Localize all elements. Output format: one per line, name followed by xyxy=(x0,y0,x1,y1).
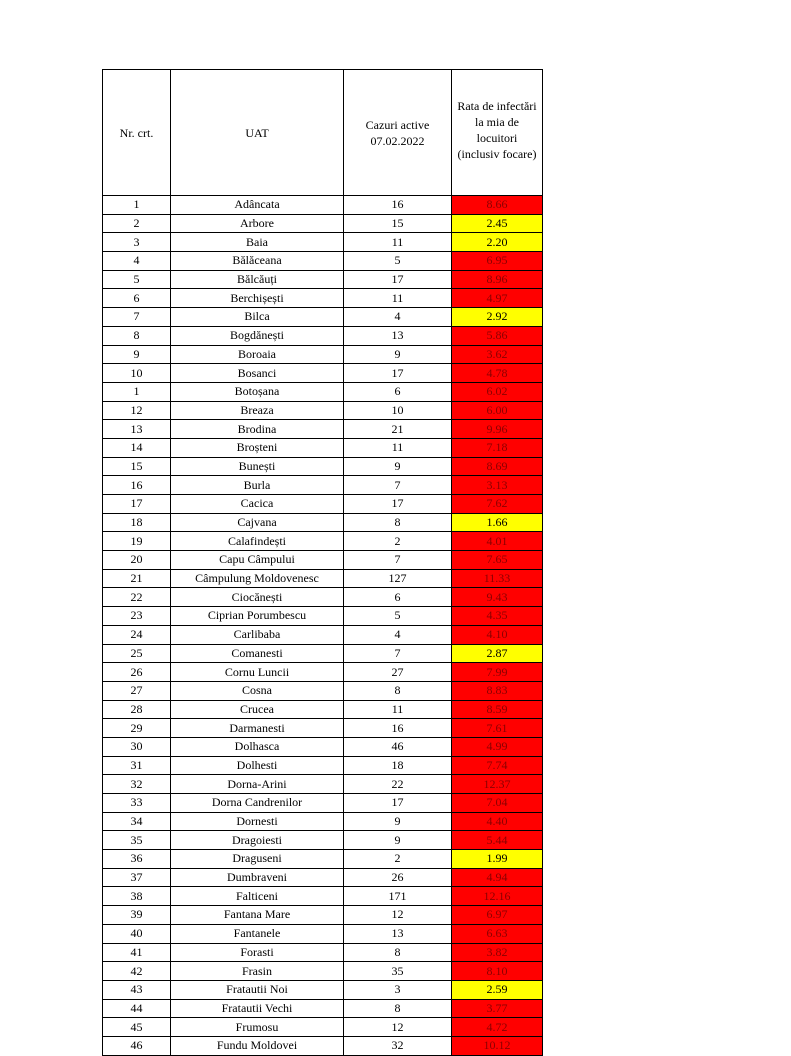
nr-cell: 41 xyxy=(103,943,171,962)
table-row xyxy=(103,457,543,476)
uat-cell: Dornesti xyxy=(171,812,344,831)
nr-cell: 34 xyxy=(103,812,171,831)
nr-cell: 27 xyxy=(103,681,171,700)
active-cases-cell: 5 xyxy=(344,607,452,626)
active-cases-cell: 10 xyxy=(344,401,452,420)
table-row xyxy=(103,775,543,794)
active-cases-cell: 17 xyxy=(344,270,452,289)
uat-cell: Adâncata xyxy=(171,196,344,215)
header-rate-line3: locuitori xyxy=(476,131,518,145)
infection-rate-cell: 12.37 xyxy=(452,775,543,794)
nr-cell: 15 xyxy=(103,457,171,476)
table-row xyxy=(103,401,543,420)
active-cases-cell: 26 xyxy=(344,868,452,887)
infection-rate-table xyxy=(102,69,543,1056)
nr-cell: 20 xyxy=(103,551,171,570)
uat-cell: Dorna Candrenilor xyxy=(171,794,344,813)
uat-cell: Bogdănești xyxy=(171,326,344,345)
active-cases-cell: 7 xyxy=(344,551,452,570)
table-row xyxy=(103,551,543,570)
uat-cell: Frumosu xyxy=(171,1018,344,1037)
nr-cell: 39 xyxy=(103,906,171,925)
nr-cell: 25 xyxy=(103,644,171,663)
uat-cell: Crucea xyxy=(171,700,344,719)
table-row xyxy=(103,999,543,1018)
infection-rate-cell: 4.40 xyxy=(452,812,543,831)
nr-cell: 9 xyxy=(103,345,171,364)
active-cases-cell: 8 xyxy=(344,999,452,1018)
nr-cell: 21 xyxy=(103,569,171,588)
infection-rate-cell: 6.97 xyxy=(452,906,543,925)
uat-cell: Fratautii Vechi xyxy=(171,999,344,1018)
table-row xyxy=(103,233,543,252)
uat-cell: Brodina xyxy=(171,420,344,439)
header-rate-line4: (inclusiv focare) xyxy=(457,147,537,161)
active-cases-cell: 9 xyxy=(344,831,452,850)
nr-cell: 22 xyxy=(103,588,171,607)
table-row xyxy=(103,569,543,588)
active-cases-cell: 4 xyxy=(344,625,452,644)
uat-cell: Boroaia xyxy=(171,345,344,364)
uat-cell: Fantana Mare xyxy=(171,906,344,925)
active-cases-cell: 13 xyxy=(344,924,452,943)
infection-rate-cell: 11.33 xyxy=(452,569,543,588)
header-rate-line2: la mia de xyxy=(475,115,519,129)
infection-rate-cell: 4.72 xyxy=(452,1018,543,1037)
table-row xyxy=(103,906,543,925)
infection-rate-cell: 8.96 xyxy=(452,270,543,289)
infection-rate-cell: 6.63 xyxy=(452,924,543,943)
active-cases-cell: 13 xyxy=(344,326,452,345)
nr-cell: 8 xyxy=(103,326,171,345)
active-cases-cell: 11 xyxy=(344,438,452,457)
table-row xyxy=(103,1036,543,1055)
nr-cell: 14 xyxy=(103,438,171,457)
infection-rate-cell: 7.04 xyxy=(452,794,543,813)
table-row xyxy=(103,719,543,738)
table-row xyxy=(103,607,543,626)
uat-cell: Dorna-Arini xyxy=(171,775,344,794)
infection-rate-cell: 9.96 xyxy=(452,420,543,439)
header-rate-line1: Rata de infectări xyxy=(457,99,537,113)
nr-cell: 1 xyxy=(103,382,171,401)
nr-cell: 24 xyxy=(103,625,171,644)
nr-cell: 6 xyxy=(103,289,171,308)
nr-cell: 44 xyxy=(103,999,171,1018)
nr-cell: 43 xyxy=(103,980,171,999)
active-cases-cell: 11 xyxy=(344,700,452,719)
nr-cell: 10 xyxy=(103,364,171,383)
table-row xyxy=(103,850,543,869)
table-row xyxy=(103,196,543,215)
nr-cell: 32 xyxy=(103,775,171,794)
nr-cell: 2 xyxy=(103,214,171,233)
active-cases-cell: 127 xyxy=(344,569,452,588)
nr-cell: 29 xyxy=(103,719,171,738)
infection-rate-cell: 6.95 xyxy=(452,252,543,271)
nr-cell: 37 xyxy=(103,868,171,887)
active-cases-cell: 17 xyxy=(344,495,452,514)
table-row xyxy=(103,420,543,439)
infection-rate-cell: 12.16 xyxy=(452,887,543,906)
infection-rate-cell: 1.99 xyxy=(452,850,543,869)
active-cases-cell: 35 xyxy=(344,962,452,981)
table-row xyxy=(103,794,543,813)
nr-cell: 42 xyxy=(103,962,171,981)
uat-cell: Arbore xyxy=(171,214,344,233)
infection-rate-cell: 5.86 xyxy=(452,326,543,345)
uat-cell: Berchișești xyxy=(171,289,344,308)
uat-cell: Dolhasca xyxy=(171,737,344,756)
active-cases-cell: 27 xyxy=(344,663,452,682)
active-cases-cell: 11 xyxy=(344,233,452,252)
active-cases-cell: 2 xyxy=(344,532,452,551)
infection-rate-cell: 7.65 xyxy=(452,551,543,570)
uat-cell: Cacica xyxy=(171,495,344,514)
table-row xyxy=(103,737,543,756)
uat-cell: Ciocănești xyxy=(171,588,344,607)
active-cases-cell: 11 xyxy=(344,289,452,308)
infection-rate-cell: 8.69 xyxy=(452,457,543,476)
nr-cell: 30 xyxy=(103,737,171,756)
uat-cell: Bosanci xyxy=(171,364,344,383)
table-row xyxy=(103,345,543,364)
uat-cell: Câmpulung Moldovenesc xyxy=(171,569,344,588)
table-row xyxy=(103,980,543,999)
nr-cell: 23 xyxy=(103,607,171,626)
nr-cell: 46 xyxy=(103,1036,171,1055)
infection-rate-cell: 3.13 xyxy=(452,476,543,495)
nr-cell: 45 xyxy=(103,1018,171,1037)
active-cases-cell: 9 xyxy=(344,812,452,831)
uat-cell: Bilca xyxy=(171,308,344,327)
active-cases-cell: 8 xyxy=(344,513,452,532)
infection-rate-cell: 4.35 xyxy=(452,607,543,626)
active-cases-cell: 32 xyxy=(344,1036,452,1055)
nr-cell: 36 xyxy=(103,850,171,869)
active-cases-cell: 15 xyxy=(344,214,452,233)
infection-rate-cell: 2.20 xyxy=(452,233,543,252)
header-uat: UAT xyxy=(171,70,344,196)
uat-cell: Cosna xyxy=(171,681,344,700)
nr-cell: 4 xyxy=(103,252,171,271)
uat-cell: Dolhesti xyxy=(171,756,344,775)
uat-cell: Cajvana xyxy=(171,513,344,532)
nr-cell: 38 xyxy=(103,887,171,906)
uat-cell: Forasti xyxy=(171,943,344,962)
header-cases-label: Cazuri active xyxy=(365,117,430,132)
uat-cell: Ciprian Porumbescu xyxy=(171,607,344,626)
nr-cell: 3 xyxy=(103,233,171,252)
active-cases-cell: 8 xyxy=(344,681,452,700)
infection-rate-cell: 6.02 xyxy=(452,382,543,401)
uat-cell: Cornu Luncii xyxy=(171,663,344,682)
uat-cell: Falticeni xyxy=(171,887,344,906)
infection-rate-cell: 10.12 xyxy=(452,1036,543,1055)
active-cases-cell: 3 xyxy=(344,980,452,999)
infection-rate-cell: 8.59 xyxy=(452,700,543,719)
table-row xyxy=(103,308,543,327)
table-row xyxy=(103,252,543,271)
active-cases-cell: 5 xyxy=(344,252,452,271)
table-row xyxy=(103,868,543,887)
active-cases-cell: 7 xyxy=(344,644,452,663)
table-row xyxy=(103,476,543,495)
uat-cell: Fundu Moldovei xyxy=(171,1036,344,1055)
nr-cell: 31 xyxy=(103,756,171,775)
table-row xyxy=(103,681,543,700)
infection-rate-cell: 8.66 xyxy=(452,196,543,215)
active-cases-cell: 21 xyxy=(344,420,452,439)
infection-rate-cell: 7.99 xyxy=(452,663,543,682)
uat-cell: Fantanele xyxy=(171,924,344,943)
uat-cell: Capu Câmpului xyxy=(171,551,344,570)
nr-cell: 40 xyxy=(103,924,171,943)
header-active-cases xyxy=(344,70,452,196)
infection-rate-cell: 4.78 xyxy=(452,364,543,383)
active-cases-cell: 22 xyxy=(344,775,452,794)
active-cases-cell: 18 xyxy=(344,756,452,775)
header-cases-date: 07.02.2022 xyxy=(370,133,425,148)
nr-cell: 18 xyxy=(103,513,171,532)
table-row xyxy=(103,700,543,719)
active-cases-cell: 17 xyxy=(344,794,452,813)
infection-rate-cell: 2.45 xyxy=(452,214,543,233)
uat-cell: Comanesti xyxy=(171,644,344,663)
table-row xyxy=(103,943,543,962)
table-row xyxy=(103,962,543,981)
infection-rate-cell: 3.62 xyxy=(452,345,543,364)
infection-rate-cell: 4.10 xyxy=(452,625,543,644)
table-row xyxy=(103,812,543,831)
infection-rate-cell: 2.59 xyxy=(452,980,543,999)
nr-cell: 7 xyxy=(103,308,171,327)
uat-cell: Calafindești xyxy=(171,532,344,551)
uat-cell: Carlibaba xyxy=(171,625,344,644)
table-row xyxy=(103,495,543,514)
uat-cell: Fratautii Noi xyxy=(171,980,344,999)
uat-cell: Botoșana xyxy=(171,382,344,401)
uat-cell: Bunești xyxy=(171,457,344,476)
table-row xyxy=(103,289,543,308)
uat-cell: Frasin xyxy=(171,962,344,981)
infection-rate-cell: 6.00 xyxy=(452,401,543,420)
infection-rate-cell: 1.66 xyxy=(452,513,543,532)
uat-cell: Burla xyxy=(171,476,344,495)
active-cases-cell: 16 xyxy=(344,719,452,738)
table-row xyxy=(103,625,543,644)
table-row xyxy=(103,326,543,345)
table-row xyxy=(103,364,543,383)
header-nr-crt: Nr. crt. xyxy=(103,70,171,196)
header-infection-rate xyxy=(452,70,543,196)
infection-rate-cell: 8.10 xyxy=(452,962,543,981)
uat-cell: Bălăceana xyxy=(171,252,344,271)
uat-cell: Bălcăuți xyxy=(171,270,344,289)
active-cases-cell: 4 xyxy=(344,308,452,327)
infection-rate-cell: 3.82 xyxy=(452,943,543,962)
table-row xyxy=(103,532,543,551)
active-cases-cell: 7 xyxy=(344,476,452,495)
nr-cell: 35 xyxy=(103,831,171,850)
table-row xyxy=(103,382,543,401)
infection-rate-cell: 5.44 xyxy=(452,831,543,850)
active-cases-cell: 16 xyxy=(344,196,452,215)
active-cases-cell: 171 xyxy=(344,887,452,906)
infection-rate-cell: 2.87 xyxy=(452,644,543,663)
table-row xyxy=(103,756,543,775)
infection-rate-cell: 2.92 xyxy=(452,308,543,327)
nr-cell: 13 xyxy=(103,420,171,439)
nr-cell: 19 xyxy=(103,532,171,551)
active-cases-cell: 9 xyxy=(344,345,452,364)
header-row xyxy=(103,70,543,196)
infection-rate-cell: 8.83 xyxy=(452,681,543,700)
uat-cell: Dragoiesti xyxy=(171,831,344,850)
infection-rate-cell: 7.74 xyxy=(452,756,543,775)
infection-rate-cell: 7.62 xyxy=(452,495,543,514)
active-cases-cell: 12 xyxy=(344,906,452,925)
nr-cell: 12 xyxy=(103,401,171,420)
nr-cell: 28 xyxy=(103,700,171,719)
nr-cell: 17 xyxy=(103,495,171,514)
active-cases-cell: 12 xyxy=(344,1018,452,1037)
table-row xyxy=(103,214,543,233)
infection-rate-cell: 4.99 xyxy=(452,737,543,756)
nr-cell: 5 xyxy=(103,270,171,289)
active-cases-cell: 46 xyxy=(344,737,452,756)
uat-cell: Draguseni xyxy=(171,850,344,869)
active-cases-cell: 9 xyxy=(344,457,452,476)
table-row xyxy=(103,924,543,943)
table-row xyxy=(103,887,543,906)
uat-cell: Dumbraveni xyxy=(171,868,344,887)
table-row xyxy=(103,438,543,457)
table-row xyxy=(103,831,543,850)
infection-rate-cell: 4.97 xyxy=(452,289,543,308)
infection-rate-cell: 7.61 xyxy=(452,719,543,738)
active-cases-cell: 6 xyxy=(344,382,452,401)
uat-cell: Broșteni xyxy=(171,438,344,457)
nr-cell: 16 xyxy=(103,476,171,495)
infection-rate-cell: 4.01 xyxy=(452,532,543,551)
active-cases-cell: 6 xyxy=(344,588,452,607)
table-row xyxy=(103,270,543,289)
table-row xyxy=(103,1018,543,1037)
table-body xyxy=(103,196,543,1056)
active-cases-cell: 2 xyxy=(344,850,452,869)
infection-rate-cell: 9.43 xyxy=(452,588,543,607)
nr-cell: 33 xyxy=(103,794,171,813)
uat-cell: Baia xyxy=(171,233,344,252)
table-row xyxy=(103,663,543,682)
uat-cell: Breaza xyxy=(171,401,344,420)
infection-rate-cell: 3.77 xyxy=(452,999,543,1018)
nr-cell: 26 xyxy=(103,663,171,682)
active-cases-cell: 8 xyxy=(344,943,452,962)
table-header xyxy=(103,70,543,196)
table-row xyxy=(103,644,543,663)
nr-cell: 1 xyxy=(103,196,171,215)
infection-rate-cell: 4.94 xyxy=(452,868,543,887)
infection-rate-cell: 7.18 xyxy=(452,438,543,457)
table-row xyxy=(103,588,543,607)
uat-cell: Darmanesti xyxy=(171,719,344,738)
active-cases-cell: 17 xyxy=(344,364,452,383)
table-row xyxy=(103,513,543,532)
